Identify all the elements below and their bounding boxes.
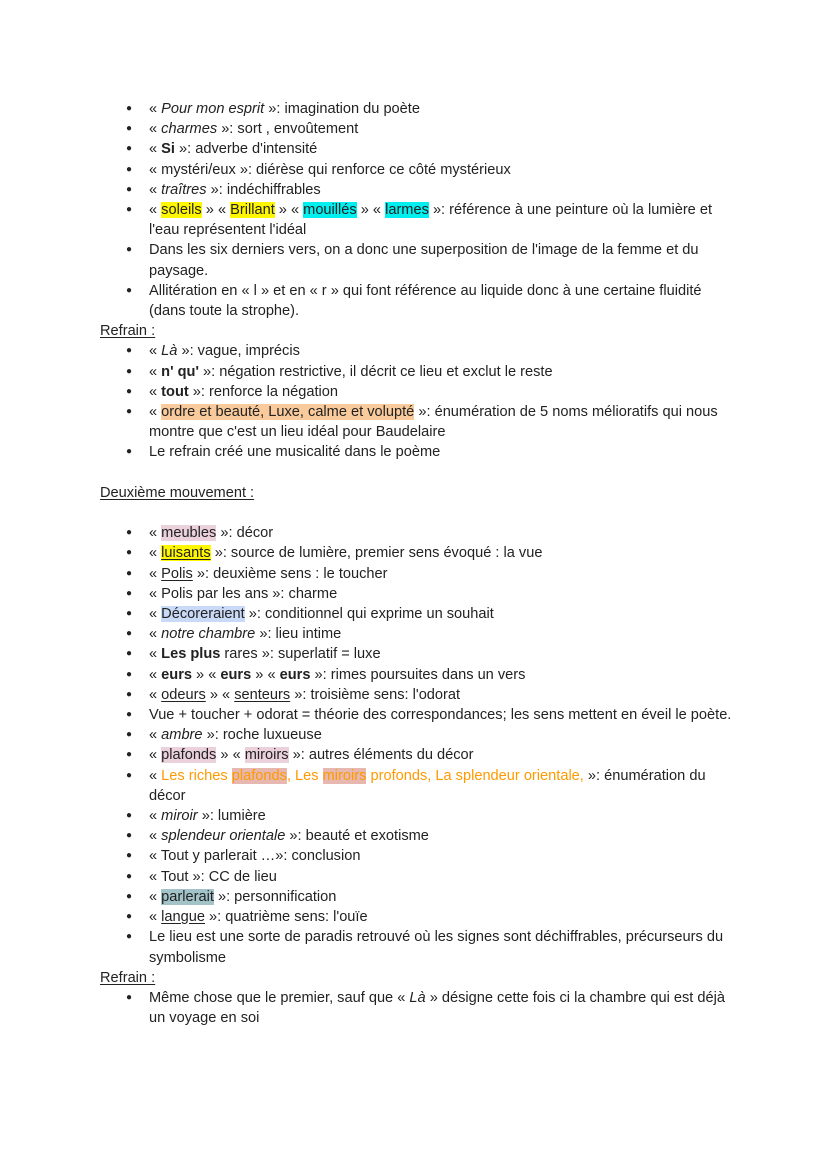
text-run: « [149,686,162,703]
blank-line [100,463,740,483]
bullet-item [100,745,740,765]
bullet-item [100,887,740,907]
text-run: « [149,666,162,683]
text-run: Brillant [230,202,275,219]
text-run: Là [161,343,178,360]
text-run: Décoreraient [161,606,245,623]
text-run: miroirs [244,747,289,764]
text-run: charmes [161,121,218,138]
text-run: miroirs [322,767,367,784]
text-run: » « [356,202,386,219]
text-run: Les plus [161,646,221,663]
text-run: luisants [161,545,211,562]
text-run: »: imagination du poète [264,101,420,117]
bullet-item [100,826,740,846]
text-run: splendeur orientale [161,828,286,845]
bullet-item [100,240,740,280]
text-run: « [149,202,162,219]
text-run: eurs [279,666,311,683]
bullet-item [100,543,740,563]
text-run: »: lieu intime [255,626,342,643]
text-run: Le lieu est une sorte de paradis retrouvé où les signes sont déchiffrables, précurseurs du symbolisme [149,929,724,966]
text-run: ambre [161,727,203,744]
blank-line [100,503,740,523]
text-run: « Tout »: CC de lieu [149,868,277,885]
text-run: « [149,121,162,138]
text-run: » « [274,202,304,219]
text-run: « [149,525,162,542]
text-run: » « [192,666,221,683]
text-run: « [149,828,162,845]
text-run: »: deuxième sens : le toucher [192,565,388,582]
text-run: eurs [161,666,192,683]
text-run: « [149,545,162,562]
text-run: »: énumération du décor [149,767,706,804]
bullet-item [100,402,740,442]
bullet-item [100,988,740,1028]
text-run: ordre et beauté, Luxe, calme et volupté [161,404,415,421]
text-run: »: vague, imprécis [177,343,300,360]
bullet-item [100,705,740,725]
bullet-item [100,362,740,382]
notes-content [100,99,740,1028]
text-run: »: rimes poursuites dans un vers [310,666,526,683]
bullet-item [100,200,740,240]
text-run: « [149,565,162,582]
text-run: « [149,626,162,643]
text-run: « [149,101,162,117]
text-run: »: source de lumière, premier sens évoqué : la vue [210,545,543,562]
text-run: profonds, La splendeur orientale, [366,767,584,784]
text-run: odeurs [161,686,206,703]
text-run: « [149,888,162,905]
text-run: » « [216,747,245,764]
text-run: « [149,363,162,380]
text-run: notre chambre [161,626,256,643]
refrain2-list [100,988,740,1028]
text-run: »: négation restrictive, il décrit ce lieu et exclut le reste [198,363,553,380]
text-run: »: roche luxueuse [202,727,322,744]
bullet-item [100,927,740,967]
text-run: »: troisième sens: l'odorat [290,686,461,703]
text-run: miroir [161,808,198,825]
refrain1-heading: Refrain : [100,323,156,340]
text-run: langue [161,909,205,926]
section2-list [100,523,740,967]
text-run: « [149,909,162,926]
refrain2-heading: Refrain : [100,969,156,986]
text-run: »: lumière [197,808,266,825]
bullet-item [100,725,740,745]
text-run: meubles [161,525,217,542]
bullet-item [100,99,740,119]
text-run: « Tout y parlerait …»: conclusion [149,848,361,865]
bullet-item [100,685,740,705]
text-run: « Polis par les ans »: charme [149,585,338,602]
text-run: soleils [161,202,202,219]
text-run: « [149,141,162,158]
bullet-item [100,665,740,685]
section2-heading: Deuxième mouvement : [100,484,255,501]
text-run: parlerait [161,888,214,905]
text-run: Pour mon esprit [161,101,265,117]
text-run: Si [161,141,175,158]
text-run: »: quatrième sens: l'ouïe [205,909,368,926]
text-run: Vue + toucher + odorat = théorie des correspondances; les sens mettent en éveil le poète. [149,707,732,724]
text-run: »: personnification [213,888,337,905]
bullet-item [100,806,740,826]
text-run: Polis [161,565,193,582]
bullet-item [100,281,740,321]
text-run: n' qu' [161,363,199,380]
bullet-item [100,160,740,180]
text-run: »: décor [216,525,274,542]
text-run: eurs [220,666,252,683]
bullet-item [100,867,740,887]
text-run: « [149,747,162,764]
bullet-item [100,341,740,361]
text-run: » « [201,202,231,219]
bullet-item [100,624,740,644]
text-run: »: conditionnel qui exprime un souhait [244,606,494,623]
bullet-item [100,139,740,159]
text-run: « [149,727,162,744]
text-run: Là [409,989,426,1006]
bullet-item [100,523,740,543]
text-run: « [149,606,162,623]
bullet-item [100,846,740,866]
text-run: Le refrain créé une musicalité dans le poème [149,444,441,461]
text-run: plafonds [231,767,287,784]
text-run: rares »: superlatif = luxe [220,646,381,663]
bullet-item [100,584,740,604]
text-run: »: indéchiffrables [206,181,321,198]
text-run: Allitération en « l » et en « r » qui font référence au liquide donc à une certaine fluidité (dans toute la strophe). [149,282,702,320]
text-run: »: référence à une peinture où la lumière et l'eau représentent l'idéal [149,202,713,239]
bullet-item [100,907,740,927]
bullet-item [100,644,740,664]
text-run: »: autres éléments du décor [288,747,474,764]
bullet-item [100,442,740,462]
text-run: » « [251,666,280,683]
bullet-item [100,604,740,624]
text-run: larmes [385,202,429,219]
text-run: » « [205,686,235,703]
text-run: Même chose que le premier, sauf que « [149,989,410,1006]
text-run: « [149,808,162,825]
text-run: »: sort , envoûtement [217,121,359,138]
text-run: plafonds [161,747,217,764]
bullet-item [100,766,740,806]
text-run: » désigne cette fois ci la chambre qui est déjà un voyage en soi [149,989,725,1027]
text-run: traîtres [161,181,207,198]
text-run: « [149,646,162,663]
text-run: « mystéri/eux »: diérèse qui renforce ce côté mystérieux [149,161,511,178]
text-run: »: renforce la négation [188,383,339,400]
text-run: tout [161,383,189,400]
text-run: « [149,181,162,198]
bullet-item [100,382,740,402]
text-run: senteurs [234,686,291,703]
text-run: « [149,767,162,784]
text-run: , Les [286,767,323,784]
bullet-item [100,564,740,584]
text-run: »: adverbe d'intensité [174,141,318,158]
text-run: »: énumération de 5 noms mélioratifs qui nous montre que c'est un lieu idéal pour Baudelaire [149,404,718,441]
text-run: Les riches [161,767,232,784]
text-run: mouillés [303,202,357,219]
text-run: Dans les six derniers vers, on a donc une superposition de l'image de la femme et du paysage. [149,242,699,279]
text-run: « [149,404,162,421]
bullet-item [100,180,740,200]
bullet-item [100,119,740,139]
text-run: »: beauté et exotisme [285,828,429,845]
section1-list [100,99,740,321]
refrain1-list [100,341,740,462]
text-run: « [149,343,162,360]
text-run: « [149,383,162,400]
